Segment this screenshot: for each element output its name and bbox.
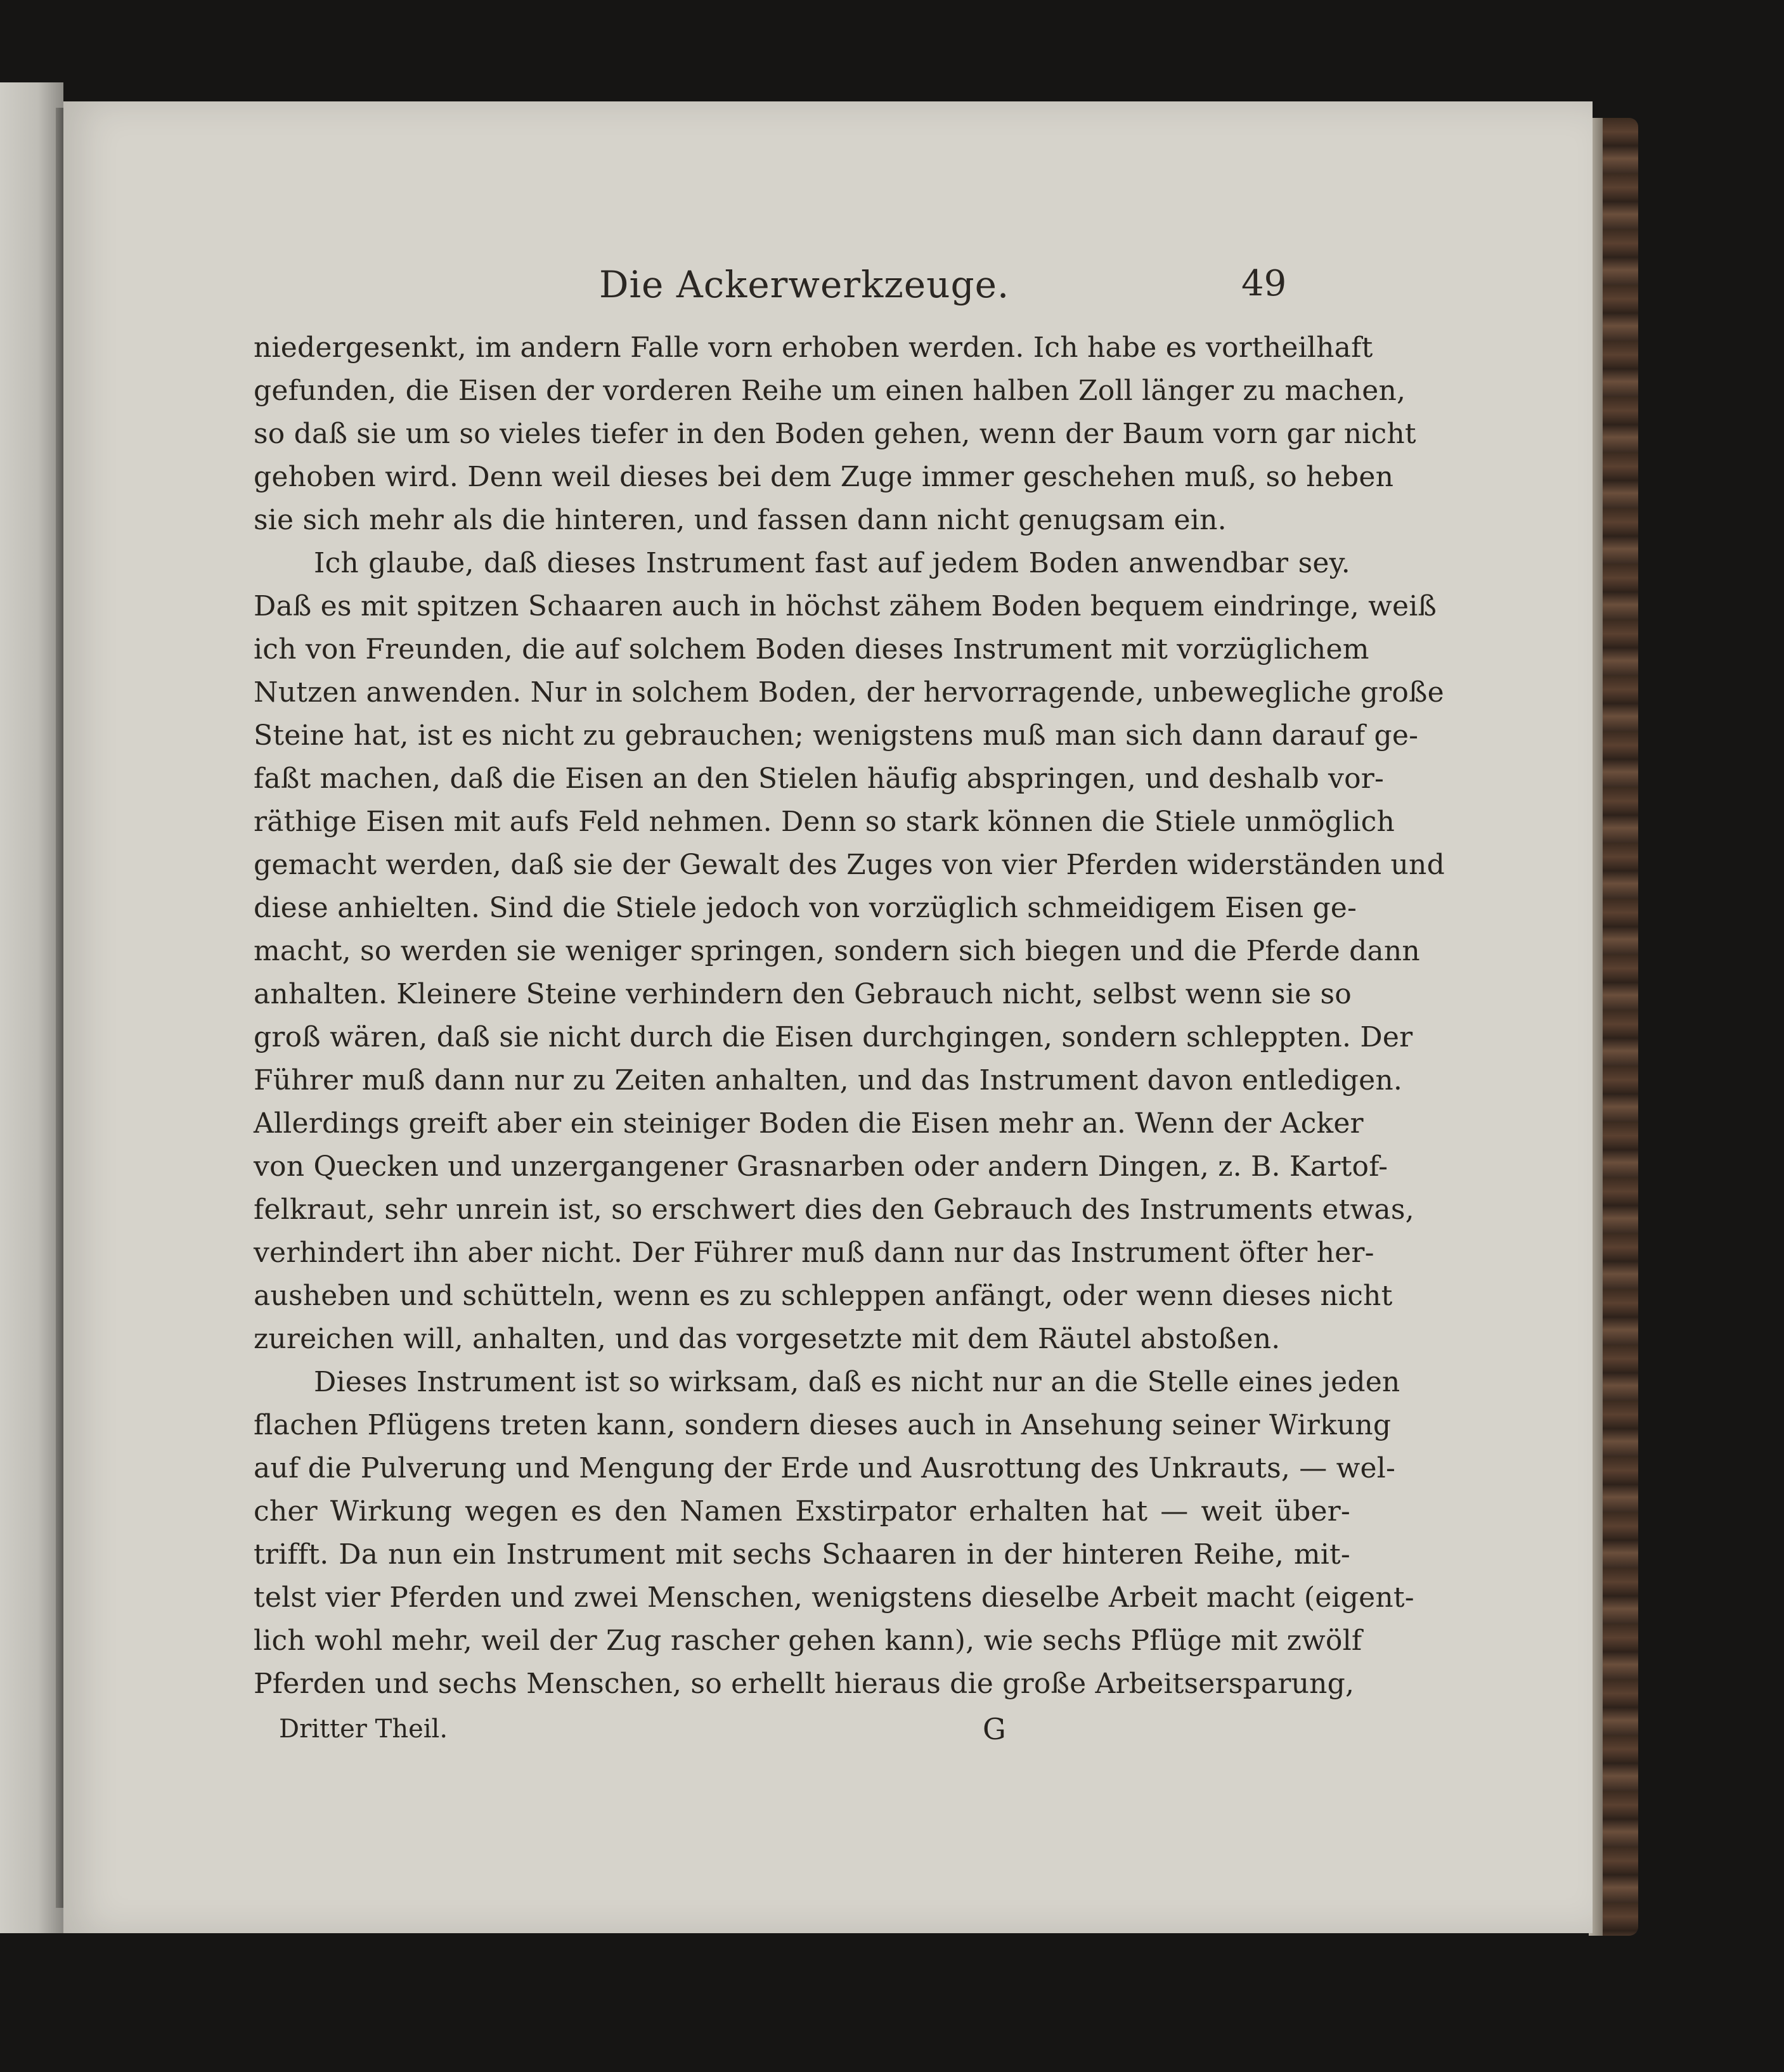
text-line: auf die Pulverung und Mengung der Erde und Ausrottung des Unkrauts, — wel- [254, 1452, 1396, 1484]
text-line: cher Wirkung wegen es den Namen Exstirpator erhalten hat — weit über- [254, 1495, 1350, 1528]
text-line: verhindert ihn aber nicht. Der Führer muß dann nur das Instrument öfter her- [254, 1237, 1374, 1269]
text-line: niedergesenkt, im andern Falle vorn erhoben werden. Ich habe es vortheilhaft [254, 331, 1373, 364]
body-text [254, 326, 1445, 1706]
running-head [63, 263, 1593, 320]
text-line: zureichen will, anhalten, und das vorgesetzte mit dem Räutel abstoßen. [254, 1323, 1281, 1355]
text-line: Pferden und sechs Menschen, so erhellt hieraus die große Arbeitsersparung, [254, 1668, 1355, 1700]
text-line: macht, so werden sie weniger springen, sondern sich biegen und die Pferde dann [254, 935, 1420, 967]
text-line: Nutzen anwenden. Nur in solchem Boden, der hervorragende, unbewegliche große [254, 676, 1444, 709]
text-line: sie sich mehr als die hinteren, und fassen dann nicht genugsam ein. [254, 504, 1227, 536]
text-line: ich von Freunden, die auf solchem Boden dieses Instrument mit vorzüglichem [254, 633, 1369, 666]
text-line: ausheben und schütteln, wenn es zu schleppen anfängt, oder wenn dieses nicht [254, 1280, 1393, 1312]
text-line: trifft. Da nun ein Instrument mit sechs Schaaren in der hinteren Reihe, mit- [254, 1538, 1350, 1571]
text-line: räthige Eisen mit aufs Feld nehmen. Denn so stark können die Stiele unmöglich [254, 806, 1395, 838]
text-line: Daß es mit spitzen Schaaren auch in höchst zähem Boden bequem eindringe, weiß [254, 590, 1437, 622]
text-line: Ich glaube, daß dieses Instrument fast auf jedem Boden anwendbar sey. [314, 547, 1350, 579]
signature-mark: G [983, 1712, 1006, 1746]
text-line: felkraut, sehr unrein ist, so erschwert dies den Gebrauch des Instruments etwas, [254, 1194, 1414, 1226]
text-line: faßt machen, daß die Eisen an den Stielen häufig abspringen, und deshalb vor- [254, 763, 1385, 795]
text-line: gemacht werden, daß sie der Gewalt des Zuges von vier Pferden widerständen und [254, 849, 1445, 881]
text-line: telst vier Pferden und zwei Menschen, wenigstens dieselbe Arbeit macht (eigent- [254, 1581, 1414, 1614]
text-line: Dieses Instrument ist so wirksam, daß es nicht nur an die Stelle eines jeden [314, 1366, 1400, 1398]
text-line: gefunden, die Eisen der vorderen Reihe um einen halben Zoll länger zu machen, [254, 375, 1406, 407]
text-line: diese anhielten. Sind die Stiele jedoch von vorzüglich schmeidigem Eisen ge- [254, 892, 1357, 924]
book-page [63, 101, 1593, 1933]
text-line: Führer muß dann nur zu Zeiten anhalten, und das Instrument davon entledigen. [254, 1064, 1403, 1097]
text-line: Allerdings greift aber ein steiniger Boden die Eisen mehr an. Wenn der Acker [254, 1107, 1364, 1140]
text-line: groß wären, daß sie nicht durch die Eisen durchgingen, sondern schleppten. Der [254, 1021, 1413, 1053]
left-page-edge [0, 82, 63, 1933]
text-line: von Quecken und unzergangener Grasnarben oder andern Dingen, z. B. Kartof- [254, 1150, 1388, 1183]
text-line: lich wohl mehr, weil der Zug rascher gehen kann), wie sechs Pflüge mit zwölf [254, 1625, 1362, 1657]
page-number: 49 [1241, 263, 1287, 304]
text-line: anhalten. Kleinere Steine verhindern den Gebrauch nicht, selbst wenn sie so [254, 978, 1352, 1010]
text-line: Steine hat, ist es nicht zu gebrauchen; wenigstens muß man sich dann darauf ge- [254, 719, 1419, 752]
text-line: so daß sie um so vieles tiefer in den Boden gehen, wenn der Baum vorn gar nicht [254, 418, 1416, 450]
running-head-title: Die Ackerwerkzeuge. [599, 263, 1010, 306]
text-line: gehoben wird. Denn weil dieses bei dem Zuge immer geschehen muß, so heben [254, 461, 1394, 493]
text-line: flachen Pflügens treten kann, sondern dieses auch in Ansehung seiner Wirkung [254, 1409, 1392, 1441]
page-footer [63, 1712, 1593, 1765]
volume-label: Dritter Theil. [279, 1715, 448, 1744]
